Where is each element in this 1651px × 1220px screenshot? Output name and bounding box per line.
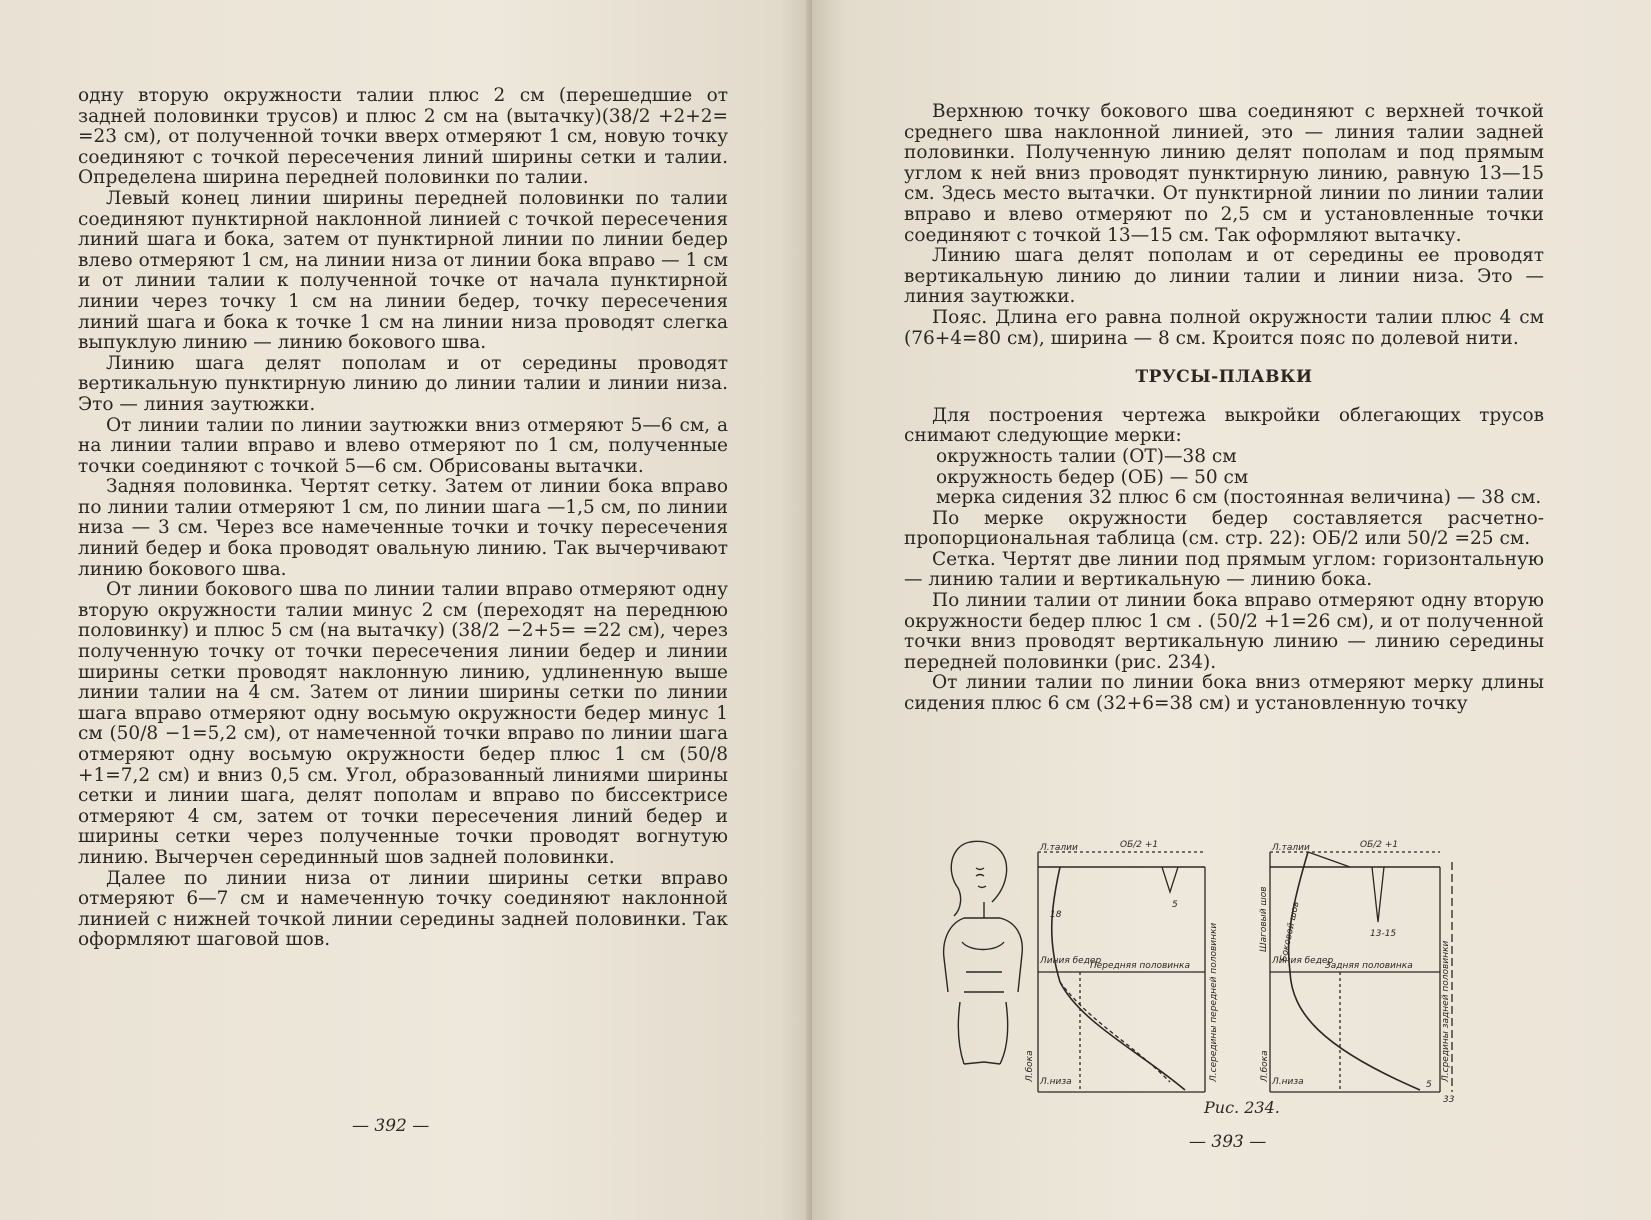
back-pattern-draft bbox=[1270, 852, 1452, 1092]
hips-label: Линия бедер bbox=[1040, 956, 1102, 966]
paragraph: От линии бокового шва по линии талии вправо отмеряют одну вторую окружности талии минус 2 см (переходят на переднюю половинку) и плюс 5 см (на вытачку) (38/2 −2+5= =22 см), через полученную точку от точки пересечения линии бедер и линии ширины сетки проводят наклонную линию, удлиненную выше линии талии на 4 см. Затем от линии ширины сетки по линии шага вправо отмеряют одну восьмую окружности бедер минус 1 см (50/8 −1=5,2 см), от намеченной точки вправо по линии шага отмеряют одну восьмую окружности бедер плюс 1 см (50/8 +1=7,2 см) и вниз 0,5 см. Угол, образованный линиями ширины сетки и линии шага, делят пополам и вправо по биссектрисе отмеряют 4 см, затем от точки пересечения линий бедер и ширины сетки через полученные точки проводят вогнутую линию. Вычерчен серединный шов задней половинки. bbox=[78, 579, 728, 868]
section-heading: ТРУСЫ-ПЛАВКИ bbox=[1135, 367, 1313, 388]
paragraph: По мерке окружности бедер составляется расчетно-пропорциональная таблица (см. стр. 22): ОБ/2 или 50/2 =25 см. bbox=[904, 507, 1544, 550]
paragraph: От линии талии по линии заутюжки вниз отмеряют 5—6 см, а на линии талии вправо и влево отмеряют по 1 см, полученные точки соединяют с точкой 5—6 см. Обрисованы вытачки. bbox=[78, 414, 728, 477]
measure-item: окружность бедер (ОБ) — 50 см bbox=[936, 466, 1249, 488]
waist-label-back: Л.талии bbox=[1272, 843, 1310, 853]
front-panel-label: Передняя половинка bbox=[1090, 961, 1190, 971]
front-pattern-draft bbox=[1038, 852, 1205, 1092]
paragraph: Левый конец линии ширины передней половинки по талии соединяют пунктирной наклонной линией с точкой пересечения линий шага и бока, затем от пунктирной линии по линии бедер влево отмеряют 1 см, на линии низа от линии бока вправо — 1 см и от линии талии к полученной точке от начала пунктирной линии через точку 1 см на линии бедер, точку пересечения линий шага и бока к точке 1 см на линии низа проводят слегка выпуклую линию — линию бокового шва. bbox=[78, 187, 728, 354]
hips-label-back: Линия бедер bbox=[1272, 956, 1334, 966]
hem-label-back: Л.низа bbox=[1272, 1077, 1304, 1087]
side-seam-label: Боковой шов bbox=[1279, 900, 1302, 963]
figure-caption: Рис. 234. bbox=[1204, 1098, 1280, 1117]
right-page-text bbox=[904, 102, 1544, 715]
back-panel-label: Задняя половинка bbox=[1325, 961, 1413, 971]
left-page bbox=[0, 0, 812, 1220]
page-number: — 392 — bbox=[352, 1116, 430, 1136]
side-label: Л.бока bbox=[1025, 1050, 1035, 1082]
right-page bbox=[812, 0, 1651, 1220]
paragraph: Сетка. Чертят две линии под прямым углом: горизонтальную — линию талии и вертикальную — линию бока. bbox=[904, 548, 1544, 591]
pattern-figure bbox=[940, 832, 1540, 1122]
paragraph: Задняя половинка. Чертят сетку. Затем от линии бока вправо по линии талии отмеряют 1 см, по линии шага —1,5 см, по линии низа — 3 см. Через все намеченные точки и точку пересечения линий бедер и бока проводят овальную линию. Так вычерчивают линию бокового шва. bbox=[78, 476, 728, 580]
hem-label: Л.низа bbox=[1040, 1077, 1072, 1087]
crotch-seam-label: Шаговый шов bbox=[1259, 886, 1269, 952]
back-middle-label: Л.средины задней половинки bbox=[1441, 940, 1451, 1082]
measure-item: окружность талии (ОТ)—38 см bbox=[936, 445, 1237, 467]
dimension-33: 33 bbox=[1443, 1095, 1455, 1105]
paragraph: Далее по линии низа от линии ширины сетки вправо отмеряют 6—7 см и намеченную точку соединяют наклонной линией с нижней точкой линии середины задней половинки. Так оформляют шаговой шов. bbox=[78, 867, 728, 951]
dart-depth-label: 13-15 bbox=[1370, 929, 1397, 939]
front-middle-label: Л.середины передней половинки bbox=[1209, 922, 1219, 1082]
paragraph: Линию шага делят пополам и от середины ее проводят вертикальную линию до линии талии и линии низа. Это — линия заутюжки. bbox=[904, 245, 1544, 308]
paragraph: От линии талии по линии бока вниз отмеряют мерку длины сидения плюс 6 см (32+6=38 см) и установленную точку bbox=[904, 672, 1544, 715]
page-number: — 393 — bbox=[1189, 1132, 1267, 1152]
side-label-back: Л.бока bbox=[1260, 1050, 1270, 1082]
measure-item: мерка сидения 32 плюс 6 см (постоянная величина) — 38 см. bbox=[936, 487, 1542, 509]
paragraph: Для построения чертежа выкройки облегающих трусов снимают следующие мерки: bbox=[904, 404, 1544, 447]
paragraph: По линии талии от линии бока вправо отмеряют одну вторую окружности бедер плюс 1 см . (50/2 +1=26 см), и от полученной точки вниз проводят вертикальную линию — линию середины передней половинки (рис. 234). bbox=[904, 590, 1544, 673]
front-width-label: ОБ/2 +1 bbox=[1120, 840, 1159, 850]
dimension-5-back: 5 bbox=[1426, 1080, 1432, 1090]
paragraph: одну вторую окружности талии плюс 2 см (перешедшие от задней половинки трусов) и плюс 2 см на (вытачку)(38/2 +2+2= =23 см), от полученной точки вверх отмеряют 1 см, новую точку соединяют с точкой пересечения линий ширины сетки и талии. Определена ширина передней половинки по талии. bbox=[78, 85, 728, 189]
paragraph: Пояс. Длина его равна полной окружности талии плюс 4 см (76+4=80 см), ширина — 8 см. Кроится пояс по долевой нити. bbox=[904, 306, 1544, 349]
waist-label: Л.талии bbox=[1040, 843, 1078, 853]
dimension-5: 5 bbox=[1172, 900, 1178, 910]
paragraph: Линию шага делят пополам и от середины проводят вертикальную пунктирную линию до линии талии и линии низа. Это — линия заутюжки. bbox=[78, 352, 728, 415]
dimension-18: 18 bbox=[1050, 910, 1062, 920]
left-page-text bbox=[78, 86, 728, 951]
back-width-label: ОБ/2 +1 bbox=[1360, 840, 1399, 850]
woman-illustration bbox=[944, 841, 1023, 1064]
paragraph: Верхнюю точку бокового шва соединяют с верхней точкой среднего шва наклонной линией, это — линия талии задней половинки. Полученную линию делят пополам и под прямым углом к ней вниз проводят пунктирную линию, равную 13—15 см. Здесь место вытачки. От пунктирной линии по линии талии вправо и влево отмеряют по 2,5 см и установленные точки соединяют с точкой 13—15 см. Так оформляют вытачку. bbox=[904, 101, 1544, 246]
